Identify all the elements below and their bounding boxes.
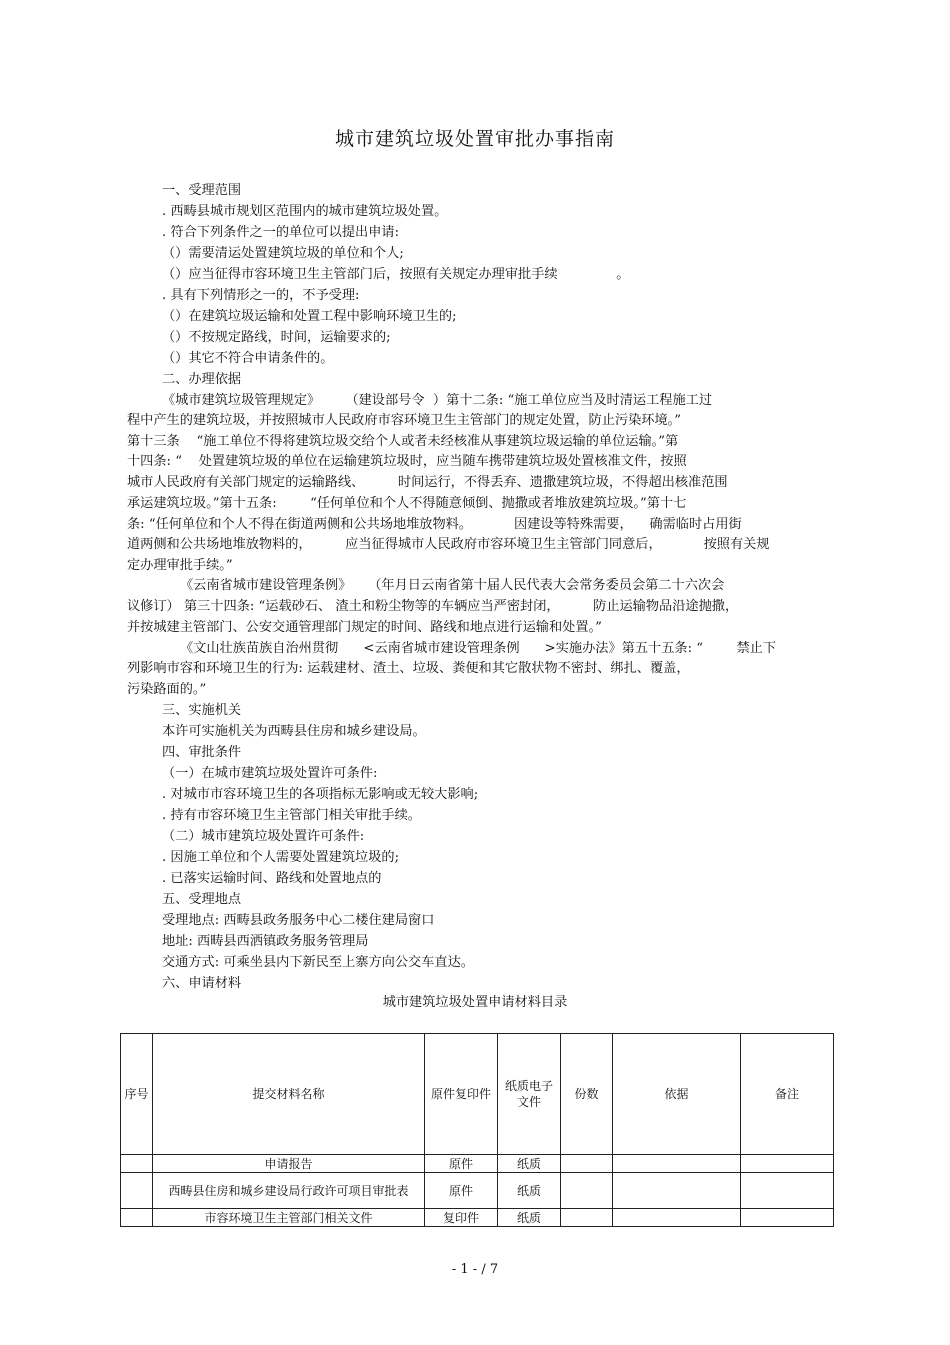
- text-line: 条: “任何单位和个人不得在街道两侧和公共场地堆放物料。 因建设等特殊需要， 确需临时占用街: [127, 517, 742, 532]
- section-heading: 三、实施机关: [162, 703, 242, 718]
- table-cell: [121, 1155, 153, 1173]
- text-line: . 持有市容环境卫生主管部门相关审批手续。: [162, 808, 421, 823]
- text-line: 《文山壮族苗族自治州贯彻 <云南省城市建设管理条例 >实施办法》第五十五条: “ 禁止下: [180, 641, 777, 656]
- text-line: 地址: 西畴县西洒镇政务服务管理局: [162, 934, 369, 949]
- table-cell: 纸质: [498, 1209, 561, 1227]
- table-cell: 原件: [425, 1173, 498, 1209]
- text-line: 《城市建筑垃圾管理规定》 （建设部号令 ）第十二条: “施工单位应当及时清运工程施工过: [162, 393, 713, 408]
- table-title: 城市建筑垃圾处置申请材料目录: [382, 995, 568, 1010]
- header-basis: 依据: [613, 1034, 741, 1155]
- text-line: （）需要清运处置建筑垃圾的单位和个人;: [162, 246, 404, 261]
- header-paper-electronic: 纸质电子文件: [498, 1034, 561, 1155]
- text-line: . 符合下列条件之一的单位可以提出申请:: [162, 225, 400, 240]
- table-cell: [561, 1173, 613, 1209]
- table-row: [121, 1173, 834, 1209]
- text-line: 第十三条 “施工单位不得将建筑垃圾交给个人或者未经核准从事建筑垃圾运输的单位运输。”第: [127, 434, 679, 449]
- header-material-name: 提交材料名称: [153, 1034, 425, 1155]
- materials-table: [120, 1033, 834, 1227]
- table-cell: 纸质: [498, 1155, 561, 1173]
- section-heading: 六、申请材料: [162, 976, 242, 991]
- table-cell: 申请报告: [153, 1155, 425, 1173]
- text-line: 道两侧和公共场地堆放物料的， 应当征得城市人民政府市容环境卫生主管部门同意后， 按照有关规: [127, 537, 770, 552]
- text-line: . 因施工单位和个人需要处置建筑垃圾的;: [162, 850, 400, 865]
- text-line: （）其它不符合申请条件的。: [162, 351, 334, 366]
- table-header-row: [121, 1034, 834, 1155]
- text-line: 受理地点: 西畴县政务服务中心二楼住建局窗口: [162, 913, 435, 928]
- text-line: 污染路面的。”: [127, 682, 207, 697]
- text-line: （一）在城市建筑垃圾处置许可条件:: [162, 766, 378, 781]
- text-line: 并按城建主管部门、公安交通管理部门规定的时间、路线和地点进行运输和处置。”: [127, 620, 602, 635]
- text-line: . 西畴县城市规划区范围内的城市建筑垃圾处置。: [162, 204, 448, 219]
- text-line: 定办理审批手续。”: [127, 558, 233, 573]
- table-cell: 纸质: [498, 1173, 561, 1209]
- text-line: （）应当征得市容环境卫生主管部门后，按照有关规定办理审批手续 。: [162, 267, 630, 282]
- text-line: . 已落实运输时间、路线和处置地点的: [162, 871, 382, 886]
- text-line: 承运建筑垃圾。”第十五条: “任何单位和个人不得随意倾倒、抛撒或者堆放建筑垃圾。”第十七: [127, 496, 687, 511]
- table-cell: 原件: [425, 1155, 498, 1173]
- text-line: （）在建筑垃圾运输和处置工程中影响环境卫生的;: [162, 309, 457, 324]
- text-line: 本许可实施机关为西畴县住房和城乡建设局。: [162, 724, 426, 739]
- page-title: 城市建筑垃圾处置审批办事指南: [334, 128, 615, 150]
- table-cell: [741, 1209, 834, 1227]
- text-line: 程中产生的建筑垃圾，并按照城市人民政府市容环境卫生主管部门的规定处置，防止污染环境。”: [127, 413, 682, 428]
- table-cell: [121, 1209, 153, 1227]
- text-line: 交通方式: 可乘坐县内下新民至上寨方向公交车直达。: [162, 955, 474, 970]
- table-cell: [741, 1155, 834, 1173]
- table-cell: [613, 1173, 741, 1209]
- section-heading: 二、办理依据: [162, 372, 242, 387]
- table-row: [121, 1209, 834, 1227]
- text-line: 《云南省城市建设管理条例》 （年月日云南省第十届人民代表大会常务委员会第二十六次会: [180, 578, 725, 593]
- header-count: 份数: [561, 1034, 613, 1155]
- text-line: . 对城市市容环境卫生的各项指标无影响或无较大影响;: [162, 787, 479, 802]
- table-cell: 市容环境卫生主管部门相关文件: [153, 1209, 425, 1227]
- text-line: 十四条: “ 处置建筑垃圾的单位在运输建筑垃圾时，应当随车携带建筑垃圾处置核准文件，按照: [127, 454, 687, 469]
- table-cell: [741, 1173, 834, 1209]
- text-line: . 具有下列情形之一的，不予受理:: [162, 288, 360, 303]
- table-row: [121, 1155, 834, 1173]
- text-line: 议修订） 第三十四条: “运载砂石、 渣土和粉尘物等的车辆应当严密封闭， 防止运输物品沿途抛撒，: [127, 599, 739, 614]
- table-cell: [121, 1173, 153, 1209]
- text-line: 城市人民政府有关部门规定的运输路线、 时间运行，不得丢弃、遗撒建筑垃圾，不得超出核准范围: [127, 475, 728, 490]
- header-index: 序号: [121, 1034, 153, 1155]
- table-cell: 复印件: [425, 1209, 498, 1227]
- section-heading: 四、审批条件: [162, 745, 242, 760]
- text-line: （二）城市建筑垃圾处置许可条件:: [162, 829, 365, 844]
- section-heading: 五、受理地点: [162, 892, 242, 907]
- table-cell: [561, 1155, 613, 1173]
- section-heading: 一、受理范围: [162, 183, 242, 198]
- table-cell: [561, 1209, 613, 1227]
- header-original-copy: 原件复印件: [425, 1034, 498, 1155]
- page-number: - 1 - / 7: [451, 1262, 499, 1277]
- text-line: 列影响市容和环境卫生的行为: 运载建材、渣土、垃圾、粪便和其它散状物不密封、绑扎、覆盖，: [127, 661, 690, 676]
- header-remarks: 备注: [741, 1034, 834, 1155]
- table-cell: 西畴县住房和城乡建设局行政许可项目审批表: [153, 1173, 425, 1209]
- text-line: （）不按规定路线，时间，运输要求的;: [162, 330, 391, 345]
- table-cell: [613, 1155, 741, 1173]
- table-cell: [613, 1209, 741, 1227]
